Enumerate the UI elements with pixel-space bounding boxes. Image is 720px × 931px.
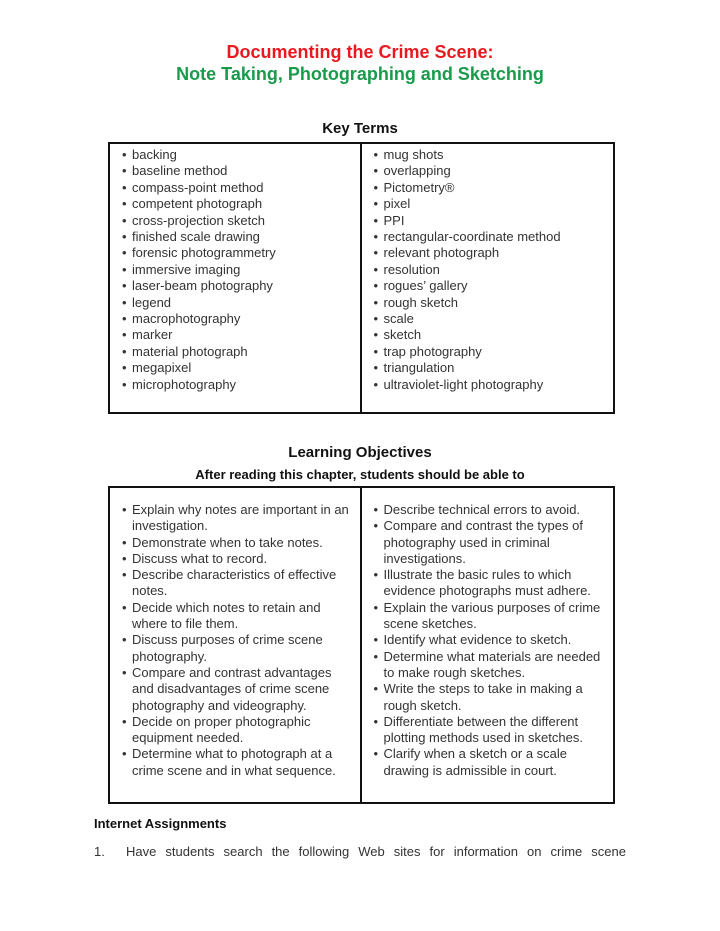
key-term-item: • material photograph [122,344,354,360]
key-term-item: • laser-beam photography [122,278,354,294]
key-term-item: • ultraviolet-light photography [374,377,608,393]
objective-item: • Explain why notes are important in an investigation. [122,502,354,535]
document-title-line2: Note Taking, Photographing and Sketching [176,64,544,84]
key-term-item: • rogues’ gallery [374,278,608,294]
key-term-item: • finished scale drawing [122,229,354,245]
key-term-item: • microphotography [122,377,354,393]
objective-item: • Discuss what to record. [122,551,354,567]
key-term-item: • Pictometry® [374,180,608,196]
key-terms-left-column [110,144,362,412]
key-term-item: • backing [122,147,354,163]
key-term-item: • sketch [374,327,608,343]
learning-objectives-heading: Learning Objectives [288,444,432,461]
key-term-item: • competent photograph [122,196,354,212]
key-term-item: • pixel [374,196,608,212]
key-term-item: • megapixel [122,360,354,376]
key-term-item: • macrophotography [122,311,354,327]
key-term-item: • baseline method [122,163,354,179]
objective-item: • Write the steps to take in making a rough sketch. [374,681,608,714]
key-term-item: • legend [122,295,354,311]
key-term-item: • immersive imaging [122,262,354,278]
objective-item: • Decide on proper photographic equipment needed. [122,714,354,747]
key-term-item: • mug shots [374,147,608,163]
objective-item: • Illustrate the basic rules to which evidence photographs must adhere. [374,567,608,600]
key-term-item: • compass-point method [122,180,354,196]
key-terms-right-list [374,147,608,393]
key-term-item: • rough sketch [374,295,608,311]
objective-item: • Compare and contrast the types of photography used in criminal investigations. [374,518,608,567]
key-term-item: • cross-projection sketch [122,213,354,229]
key-terms-box [108,142,615,414]
key-terms-right-column [362,144,614,412]
objective-item: • Identify what evidence to sketch. [374,632,608,648]
objective-item: • Differentiate between the different plotting methods used in sketches. [374,714,608,747]
objectives-left-list [122,502,354,779]
objective-item: • Demonstrate when to take notes. [122,535,354,551]
objective-item: • Explain the various purposes of crime scene sketches. [374,600,608,633]
assignment-text: Have students search the following Web sites for information on crime scene [126,844,626,859]
objective-item: • Decide which notes to retain and where to file them. [122,600,354,633]
objective-item: • Compare and contrast advantages and disadvantages of crime scene photography and videography. [122,665,354,714]
key-term-item: • trap photography [374,344,608,360]
document-title-line1: Documenting the Crime Scene: [226,42,494,62]
objective-item: • Clarify when a sketch or a scale drawing is admissible in court. [374,746,608,779]
key-term-item: • marker [122,327,354,343]
assignment-item [94,844,626,859]
key-term-item: • overlapping [374,163,608,179]
objective-item: • Determine what to photograph at a crime scene and in what sequence. [122,746,354,779]
objective-item: • Discuss purposes of crime scene photography. [122,632,354,665]
key-term-item: • resolution [374,262,608,278]
key-term-item: • relevant photograph [374,245,608,261]
learning-objectives-box [108,486,615,804]
learning-objectives-subheading: After reading this chapter, students should be able to [195,467,525,482]
objective-item: • Describe characteristics of effective notes. [122,567,354,600]
objective-item: • Describe technical errors to avoid. [374,502,608,518]
key-term-item: • rectangular-coordinate method [374,229,608,245]
assignment-number: 1. [94,844,105,859]
key-term-item: • scale [374,311,608,327]
objectives-right-column [362,488,614,802]
key-terms-left-list [122,147,354,393]
key-term-item: • triangulation [374,360,608,376]
objectives-right-list [374,502,608,779]
key-term-item: • forensic photogrammetry [122,245,354,261]
internet-assignments-heading: Internet Assignments [94,816,227,831]
objective-item: • Determine what materials are needed to make rough sketches. [374,649,608,682]
key-term-item: • PPI [374,213,608,229]
key-terms-heading: Key Terms [322,120,398,137]
objectives-left-column [110,488,362,802]
